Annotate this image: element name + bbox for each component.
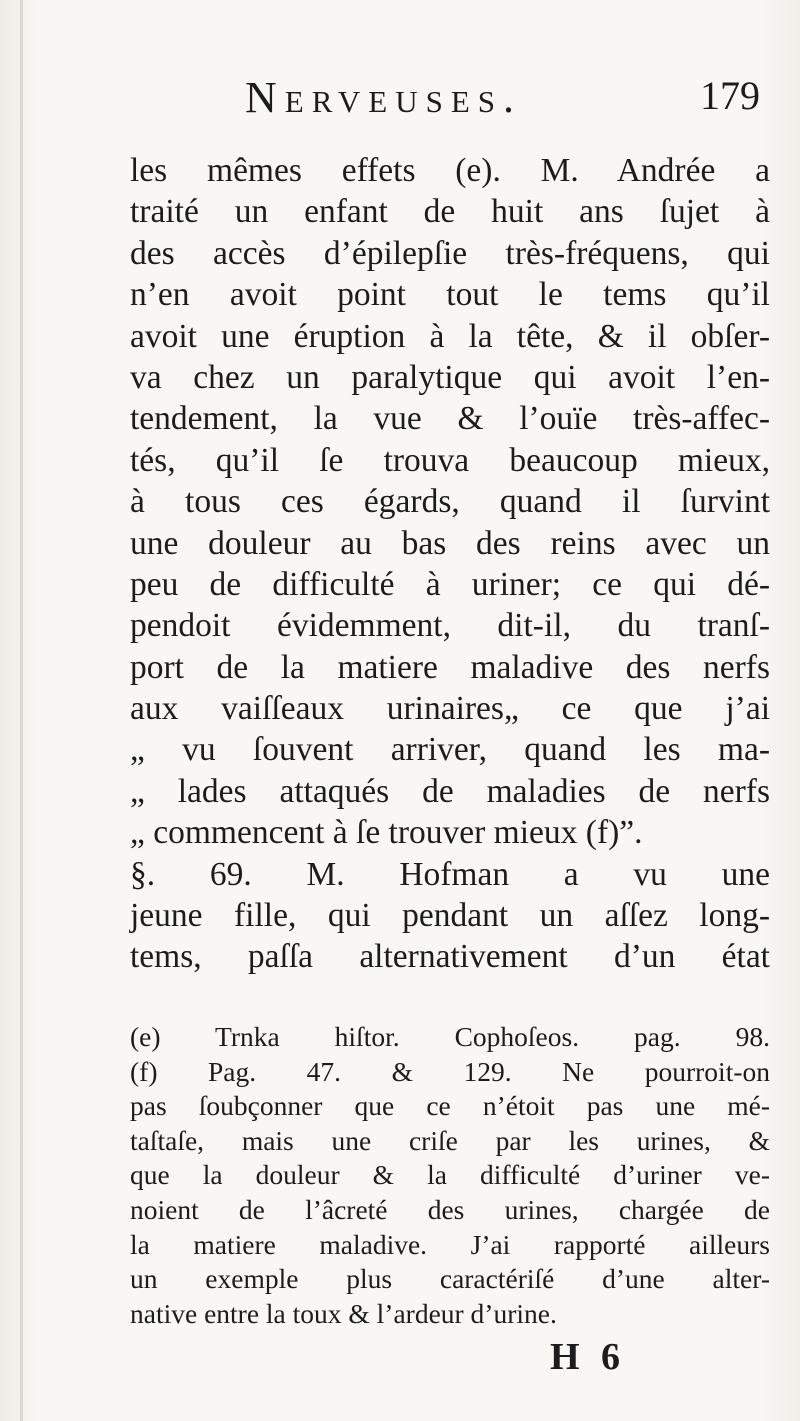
text-line: jeune fille, qui pendant un aſſez long-: [130, 897, 770, 935]
text-line: va chez un paralytique qui avoit l’en-: [130, 358, 770, 396]
footnote-line: native entre la toux & l’ardeur d’urine.: [130, 1297, 557, 1329]
text-line: des accès d’épilepſie très-fréquens, qui: [130, 234, 770, 272]
footnote-line: la matiere maladive. J’ai rapporté ailleurs: [130, 1228, 770, 1260]
running-head: Nerveuses.: [245, 73, 523, 122]
footnote-line: noient de l’âcreté des urines, chargée de: [130, 1193, 770, 1225]
signature-mark: H 6: [550, 1336, 627, 1378]
text-line: n’en avoit point tout le tems qu’il: [130, 276, 770, 314]
text-line: „ vu ſouvent arriver, quand les ma-: [130, 731, 770, 769]
text-line: tems, paſſa alternativement d’un état: [130, 938, 770, 976]
page-number: 179: [700, 73, 760, 118]
footnote-line: pas ſoubçonner que ce n’étoit pas une mé-: [130, 1090, 770, 1122]
text-line: §. 69. M. Hofman a vu une: [130, 855, 770, 893]
text-line: les mêmes effets (e). M. Andrée a: [130, 152, 770, 189]
text-line: à tous ces égards, quand il ſurvint: [130, 483, 770, 521]
footnote-line: un exemple plus caractériſé d’une alter-: [130, 1263, 770, 1295]
page-edge: [20, 0, 23, 1421]
text-line: „ lades attaqués de maladies de nerfs: [130, 772, 770, 810]
main-text: [130, 150, 770, 978]
text-line: peu de difficulté à uriner; ce qui dé-: [130, 565, 770, 603]
page-header: [130, 72, 770, 132]
footnotes: [130, 1020, 770, 1331]
text-line: tés, qu’il ſe trouva beaucoup mieux,: [130, 441, 770, 479]
text-line: une douleur au bas des reins avec un: [130, 524, 770, 562]
text-line: port de la matiere maladive des nerfs: [130, 648, 770, 686]
text-line: aux vaiſſeaux urinaires„ ce que j’ai: [130, 690, 770, 728]
text-line: avoit une éruption à la tête, & il obſer-: [130, 317, 770, 355]
text-line: traité un enfant de huit ans ſujet à: [130, 193, 770, 231]
footnote-line: taſtaſe, mais une criſe par les urines, &: [130, 1124, 770, 1156]
text-line: tendement, la vue & l’ouïe très-affec-: [130, 400, 770, 438]
footnote-line: (e) Trnka hiſtor. Cophoſeos. pag. 98.: [130, 1021, 770, 1052]
footnote-line: (f) Pag. 47. & 129. Ne pourroit-on: [130, 1055, 770, 1087]
text-line: pendoit évidemment, dit-il, du tranſ-: [130, 607, 770, 645]
footnote-line: que la douleur & la difficulté d’uriner ve-: [130, 1159, 770, 1191]
text-line: „ commencent à ſe trouver mieux (f)”.: [130, 814, 643, 852]
